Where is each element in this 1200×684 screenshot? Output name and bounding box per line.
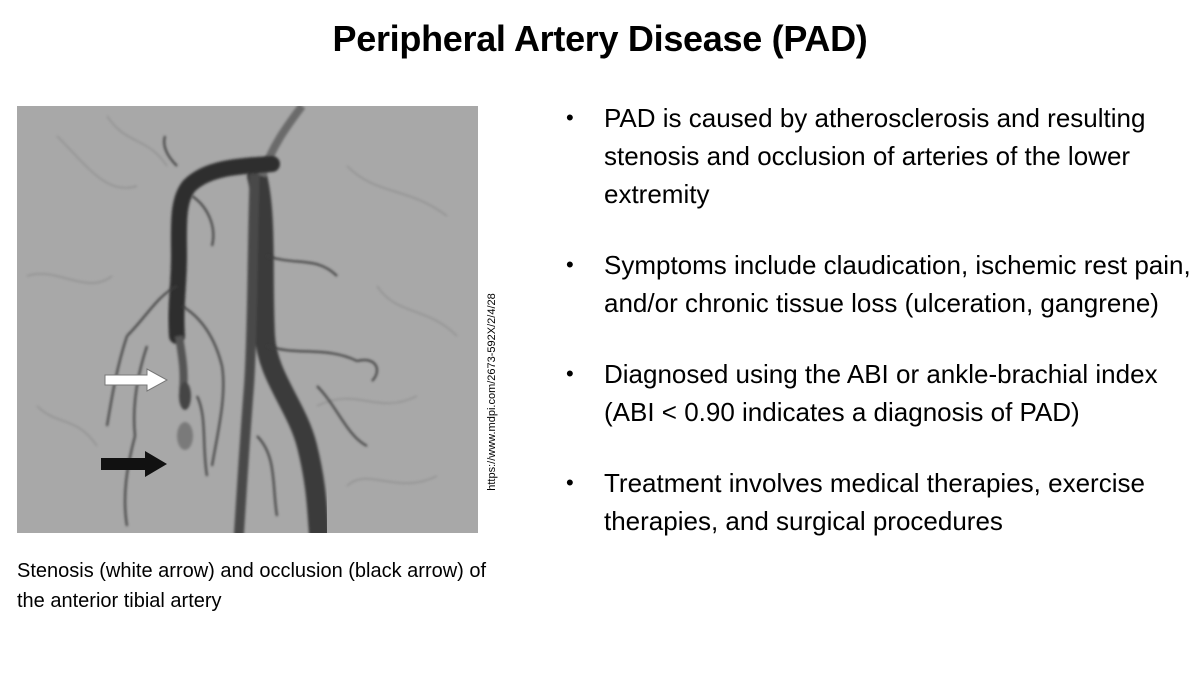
bullet-item-symptoms — [566, 246, 1196, 322]
bullet-item-diagnosis — [566, 355, 1196, 431]
image-credit-text: https://www.mdpi.com/2673-592X/2/4/28 — [486, 293, 498, 491]
slide-title: Peripheral Artery Disease (PAD) — [332, 18, 868, 59]
bullet-text: PAD is caused by atherosclerosis and resulting stenosis and occlusion of arteries of the lower extremity — [604, 103, 1146, 209]
angiogram-image — [17, 106, 478, 533]
bullet-text: Treatment involves medical therapies, exercise therapies, and surgical procedures — [604, 468, 1145, 536]
bullet-list — [566, 99, 1196, 573]
bullet-icon: • — [566, 361, 574, 386]
bullet-icon: • — [566, 105, 574, 130]
bullet-text: Symptoms include claudication, ischemic rest pain, and/or chronic tissue loss (ulceration, gangrene) — [604, 250, 1191, 318]
bullet-item-cause — [566, 99, 1196, 213]
figure-caption: Stenosis (white arrow) and occlusion (black arrow) of the anterior tibial artery — [17, 560, 487, 612]
bullet-icon: • — [566, 252, 574, 277]
bullet-icon: • — [566, 470, 574, 495]
bullet-text: Diagnosed using the ABI or ankle-brachial index (ABI < 0.90 indicates a diagnosis of PAD) — [604, 359, 1158, 427]
bullet-item-treatment — [566, 464, 1196, 540]
image-credit-url — [483, 262, 501, 522]
